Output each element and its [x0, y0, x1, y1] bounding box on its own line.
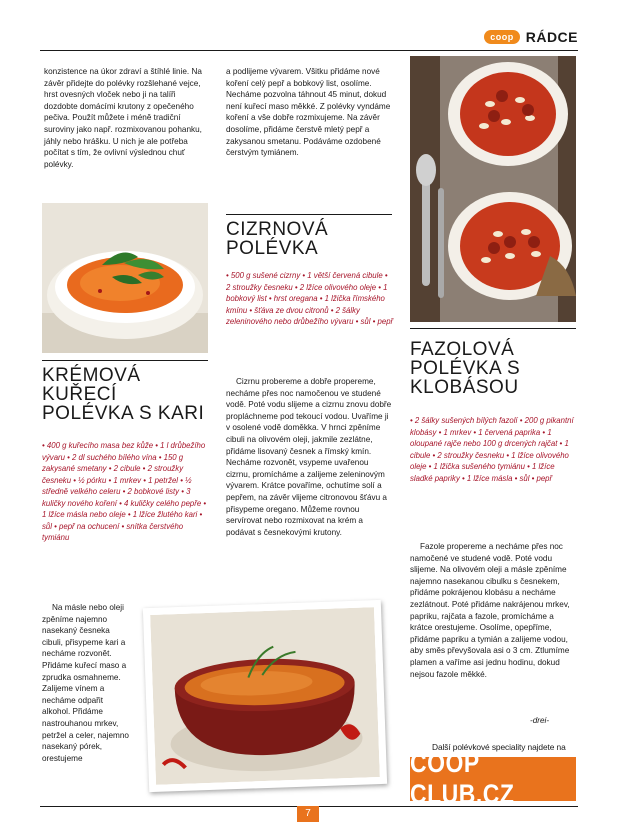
page-header: [484, 26, 578, 48]
bean-soup-photo: [410, 56, 576, 322]
ingredient-list: • 500 g sušené cizrny • 1 větší červená cibule • 2 stroužky česneku • 2 lžíce olivového oleje • 1 bobkový list • hrst oregana • 1 lžička římského kmínu • šťáva ze dvou citronů • 2 šálky zeleninového nebo drůbežího vývaru • sůl • pepř: [226, 271, 394, 326]
header-divider: [40, 50, 578, 51]
coop-club-label: COOP CLUB.CZ: [410, 747, 515, 809]
coop-logo: coop: [484, 30, 520, 44]
coop-club-cta: Další polévkové speciality najdete na: [432, 742, 566, 752]
page-number: 7: [297, 806, 319, 822]
ingredient-list: • 2 šálky sušených bílých fazolí • 200 g pikantní klobásy • 1 mrkev • 1 červená paprika • 1 oloupané rajče nebo 100 g drcených rajčat • 1 cibule • 2 stroužky česneku • 1 lžíce olivového oleje • 1 lžička sušeného tymiánu • 1 lžíce sladké papriky • 1 lžíce másla • sůl • pepř: [410, 416, 574, 483]
recipe-title: CIZRNOVÁ POLÉVKA: [226, 219, 329, 259]
section-title: RÁDCE: [525, 29, 578, 45]
recipe-method: Na másle nebo oleji zpěníme najemno nasekaný česneka cibuli, přisypeme kari a necháme rozvonět. Přidáme kuřecí maso a zprudka osmahneme. Zalijeme vínem a necháme odpařit alkohol. Přidáme nastrouhanou mrkev, petržel a celer, najemno nasekaný pórek, orestujeme: [42, 603, 129, 763]
recipe-title: FAZOLOVÁ POLÉVKA S KLOBÁSOU: [410, 339, 521, 398]
recipe-method: Fazole propereme a necháme přes noc namočené ve studené vodě. Poté vodu slijeme. Na olivovém oleji a másle zpěníme najemno nasekanou cibulku s česnekem, přidáme pokrájenou klobásu a necháme zezlátnout. Poté přidáme nakrájenou mrkev, papriku, rajčata a fazole, promícháme a krátce orestujeme. Osolíme, opepříme, přidáme papriku a tymián a zalijeme vodou, aby směs převyšovala asi o 3 cm. Ztlumíme plamen a vaříme asi jednu hodinu, dokud nejsou fazole měkké.: [410, 542, 570, 679]
ingredient-list: • 400 g kuřecího masa bez kůže • 1 l drůbežího vývaru • 2 dl suchého bílého vína • 150 g zakysané smetany • 2 cibule • 2 stroužky česneku • ½ pórku • 1 mrkev • 1 petržel • ½ středně velkého celeru • 2 bobkové listy • 3 kuličky nového koření • 4 kuličky celého pepře • 1 lžíce másla nebo oleje • 1 lžíce žlutého kari • sůl • pepř na ochucení • snítka čerstvého tymiánu: [42, 441, 207, 542]
chickpea-soup-photo: [143, 600, 387, 792]
recipe-method-continued: a podlijeme vývarem. Všitku přidáme nové koření celý pepř a bobkový list, osolíme. Necháme pozvolna táhnout 45 minut, dokud není kuřecí maso měkké. Z polévky vyndáme koření a vše dobře rozmixujeme. Na závěr dosolíme, přidáme čerstvě mletý pepř a zakysanou smetanu. Podáváme ozdobené čerstvým tymiánem.: [226, 67, 391, 158]
recipe-divider: [410, 328, 576, 329]
recipe-title: KRÉMOVÁ KUŘECÍ POLÉVKA S KARI: [42, 365, 205, 424]
author-signature: -drei-: [530, 716, 550, 725]
recipe-method: Cizrnu probereme a dobře propereme, necháme přes noc namočenou ve studené vodě. Poté vodu slijeme a cizrnu znovu dobře propláchneme pod tekoucí vodou. Uvaříme ji v osolené vodě doměkka. V hrnci zpěníme cibuli na olivovém oleji, jakmile zezlátne, přidáme lisovaný česnek a římský kmín. Necháme rozvonět, vsypeme uvařenou cizrnu, promícháme a zalijeme zeleninovým vývarem. Krátce povaříme, ochutíme solí a pepřem, na závěr vlijeme citronovou šťávu a přisypeme oregano. Můžeme rovnou servírovat nebo rozmixovat na krém a podávat s česnekovými krutony.: [226, 377, 392, 537]
curry-soup-photo: [42, 203, 208, 353]
intro-text-continued: konzistence na úkor zdraví a štíhlé linie. Na závěr přidejte do polévky rozšlehané vejce, hrst ovesných vloček nebo ji na talíři dozdobte domácími krutony z opečeného pečiva. Použít můžete i méně tradiční suroviny jako např. rozmixovanou pohanku, jáhly nebo hrášku. U nich je ale potřeba počítat s tím, že ovlivní výslednou chuť polévky.: [44, 67, 202, 169]
recipe-divider: [226, 214, 392, 215]
recipe-divider: [42, 360, 208, 361]
